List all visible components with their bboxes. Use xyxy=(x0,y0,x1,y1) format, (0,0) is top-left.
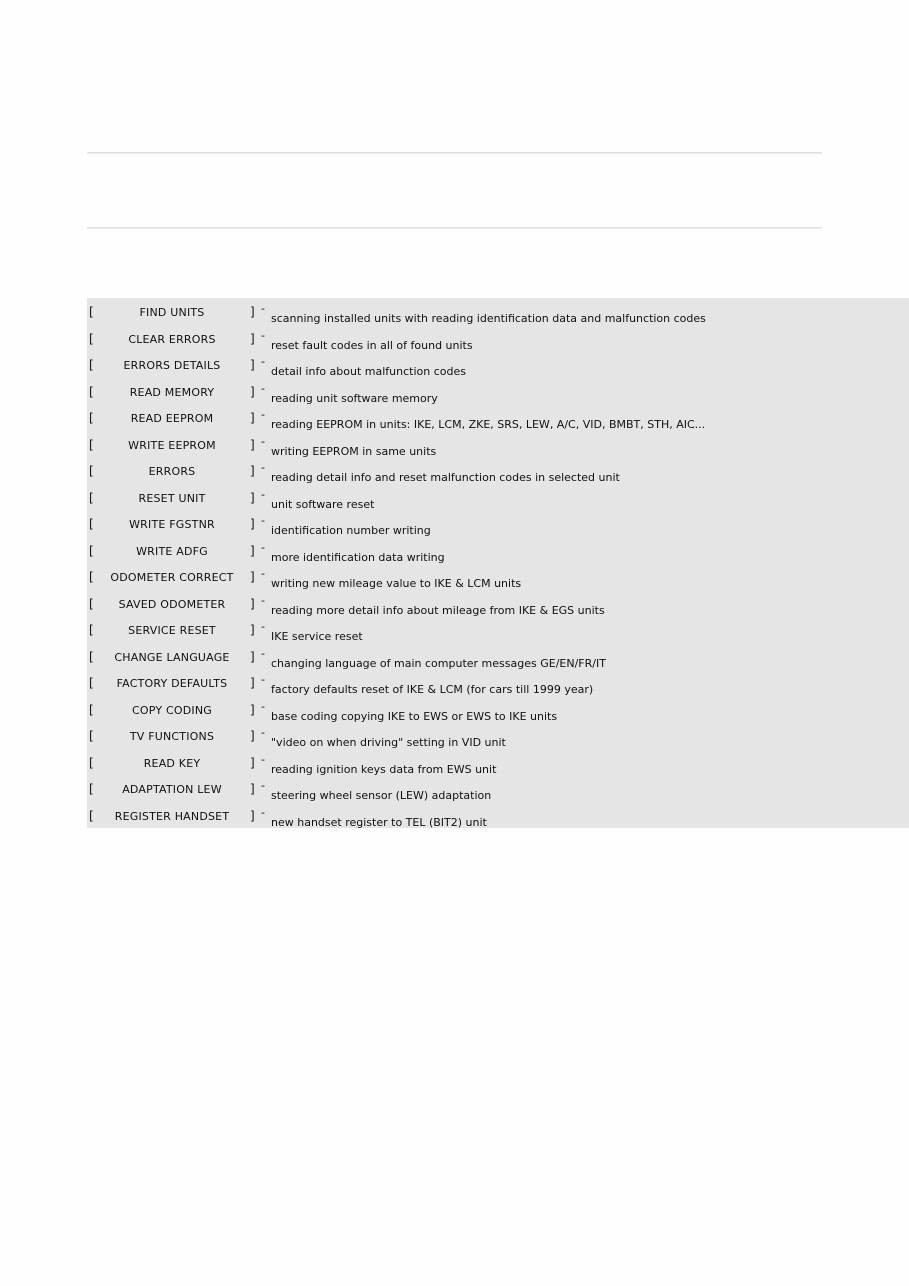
open-bracket: [ xyxy=(89,623,94,637)
close-bracket: ] xyxy=(250,676,255,690)
function-row xyxy=(87,722,909,749)
function-name[interactable]: COPY CODING xyxy=(132,703,212,717)
function-row xyxy=(87,325,909,352)
function-name[interactable]: ERRORS xyxy=(148,465,196,478)
function-name[interactable]: SERVICE RESET xyxy=(128,624,216,637)
separator-dash: - xyxy=(261,328,265,342)
function-name[interactable]: TV FUNCTIONS xyxy=(129,730,215,743)
function-row xyxy=(87,484,909,511)
separator-dash: - xyxy=(261,514,265,527)
function-name[interactable]: WRITE FGSTNR xyxy=(129,518,215,531)
close-bracket: ] xyxy=(250,596,255,611)
function-row xyxy=(87,616,909,643)
function-description: scanning installed units with reading identification data and malfunction codes xyxy=(271,312,706,325)
separator-dash: - xyxy=(261,540,265,554)
open-bracket: [ xyxy=(89,808,94,823)
separator-dash: - xyxy=(261,779,265,792)
function-row xyxy=(87,669,909,696)
close-bracket: ] xyxy=(250,755,255,770)
close-bracket: ] xyxy=(250,808,255,823)
open-bracket: [ xyxy=(89,411,94,425)
separator-dash: - xyxy=(261,461,265,474)
function-description: reading ignition keys data from EWS unit xyxy=(271,762,497,776)
close-bracket: ] xyxy=(250,490,255,505)
open-bracket: [ xyxy=(89,782,94,796)
function-description: reading EEPROM in units: IKE, LCM, ZKE, SRS, LEW, A/C, VID, BMBT, STH, AIC... xyxy=(271,418,706,431)
close-bracket: ] xyxy=(250,543,255,558)
function-row xyxy=(87,590,909,617)
function-name[interactable]: RESET UNIT xyxy=(138,491,206,505)
close-bracket: ] xyxy=(250,437,255,452)
separator-dash: - xyxy=(261,620,265,633)
function-name[interactable]: REGISTER HANDSET xyxy=(114,809,230,823)
function-description: writing new mileage value to IKE & LCM units xyxy=(271,577,522,590)
function-name[interactable]: READ EEPROM xyxy=(130,412,214,425)
close-bracket: ] xyxy=(250,464,255,478)
function-description: detail info about malfunction codes xyxy=(271,365,466,378)
function-row xyxy=(87,563,909,590)
separator-dash: - xyxy=(261,805,265,819)
open-bracket: [ xyxy=(89,649,94,664)
separator-dash: - xyxy=(261,567,265,580)
open-bracket: [ xyxy=(89,543,94,558)
function-description: "video on when driving" setting in VID unit xyxy=(271,736,506,749)
function-name[interactable]: WRITE ADFG xyxy=(136,544,208,558)
horizontal-rule-top xyxy=(87,152,822,154)
separator-dash: - xyxy=(261,673,265,686)
separator-dash: - xyxy=(261,699,265,713)
function-row xyxy=(87,457,909,484)
separator-dash: - xyxy=(261,355,265,368)
open-bracket: [ xyxy=(89,729,94,743)
function-row xyxy=(87,643,909,670)
separator-dash: - xyxy=(261,487,265,501)
function-name[interactable]: READ KEY xyxy=(143,756,201,770)
open-bracket: [ xyxy=(89,305,94,319)
function-description: unit software reset xyxy=(271,497,375,511)
function-name[interactable]: READ MEMORY xyxy=(129,385,215,399)
open-bracket: [ xyxy=(89,437,94,452)
function-description: reading more detail info about mileage from IKE & EGS units xyxy=(271,603,605,617)
separator-dash: - xyxy=(261,381,265,395)
function-description: more identification data writing xyxy=(271,550,445,564)
close-bracket: ] xyxy=(250,411,255,425)
function-row xyxy=(87,298,909,325)
function-name[interactable]: FIND UNITS xyxy=(139,306,205,319)
function-name[interactable]: FACTORY DEFAULTS xyxy=(116,677,228,690)
close-bracket: ] xyxy=(250,729,255,743)
separator-dash: - xyxy=(261,593,265,607)
function-name[interactable]: CHANGE LANGUAGE xyxy=(114,650,230,664)
function-row xyxy=(87,802,909,829)
function-description: steering wheel sensor (LEW) adaptation xyxy=(271,789,492,802)
horizontal-rule-bottom xyxy=(87,227,822,229)
function-description: new handset register to TEL (BIT2) unit xyxy=(271,815,487,829)
function-name[interactable]: ADAPTATION LEW xyxy=(122,783,222,796)
close-bracket: ] xyxy=(250,702,255,717)
function-description: reading unit software memory xyxy=(271,391,438,405)
close-bracket: ] xyxy=(250,331,255,346)
open-bracket: [ xyxy=(89,384,94,399)
open-bracket: [ xyxy=(89,755,94,770)
close-bracket: ] xyxy=(250,782,255,796)
open-bracket: [ xyxy=(89,702,94,717)
function-description: changing language of main computer messages GE/EN/FR/IT xyxy=(271,656,606,670)
function-row xyxy=(87,775,909,802)
function-description: IKE service reset xyxy=(271,630,363,643)
function-row xyxy=(87,378,909,405)
close-bracket: ] xyxy=(250,623,255,637)
function-description: identification number writing xyxy=(271,524,431,537)
function-name[interactable]: WRITE EEPROM xyxy=(128,438,216,452)
open-bracket: [ xyxy=(89,596,94,611)
function-row xyxy=(87,537,909,564)
separator-dash: - xyxy=(261,408,265,421)
function-row xyxy=(87,404,909,431)
close-bracket: ] xyxy=(250,305,255,319)
separator-dash: - xyxy=(261,434,265,448)
separator-dash: - xyxy=(261,646,265,660)
function-row xyxy=(87,696,909,723)
function-description: writing EEPROM in same units xyxy=(271,444,437,458)
separator-dash: - xyxy=(261,726,265,739)
function-list xyxy=(87,298,909,828)
close-bracket: ] xyxy=(250,517,255,531)
open-bracket: [ xyxy=(89,464,94,478)
function-description: reset fault codes in all of found units xyxy=(271,338,473,352)
function-description: base coding copying IKE to EWS or EWS to IKE units xyxy=(271,709,558,723)
function-name[interactable]: CLEAR ERRORS xyxy=(128,332,216,346)
function-row xyxy=(87,351,909,378)
function-row xyxy=(87,510,909,537)
open-bracket: [ xyxy=(89,490,94,505)
close-bracket: ] xyxy=(250,649,255,664)
open-bracket: [ xyxy=(89,331,94,346)
function-name[interactable]: SAVED ODOMETER xyxy=(118,597,226,611)
function-name[interactable]: ERRORS DETAILS xyxy=(123,359,221,372)
function-description: factory defaults reset of IKE & LCM (for cars till 1999 year) xyxy=(271,683,594,696)
separator-dash: - xyxy=(261,752,265,766)
open-bracket: [ xyxy=(89,570,94,584)
function-row xyxy=(87,431,909,458)
function-name[interactable]: ODOMETER CORRECT xyxy=(110,571,234,584)
close-bracket: ] xyxy=(250,358,255,372)
close-bracket: ] xyxy=(250,384,255,399)
separator-dash: - xyxy=(261,302,265,315)
open-bracket: [ xyxy=(89,517,94,531)
function-description: reading detail info and reset malfunction codes in selected unit xyxy=(271,471,620,484)
function-row xyxy=(87,749,909,776)
open-bracket: [ xyxy=(89,676,94,690)
close-bracket: ] xyxy=(250,570,255,584)
open-bracket: [ xyxy=(89,358,94,372)
